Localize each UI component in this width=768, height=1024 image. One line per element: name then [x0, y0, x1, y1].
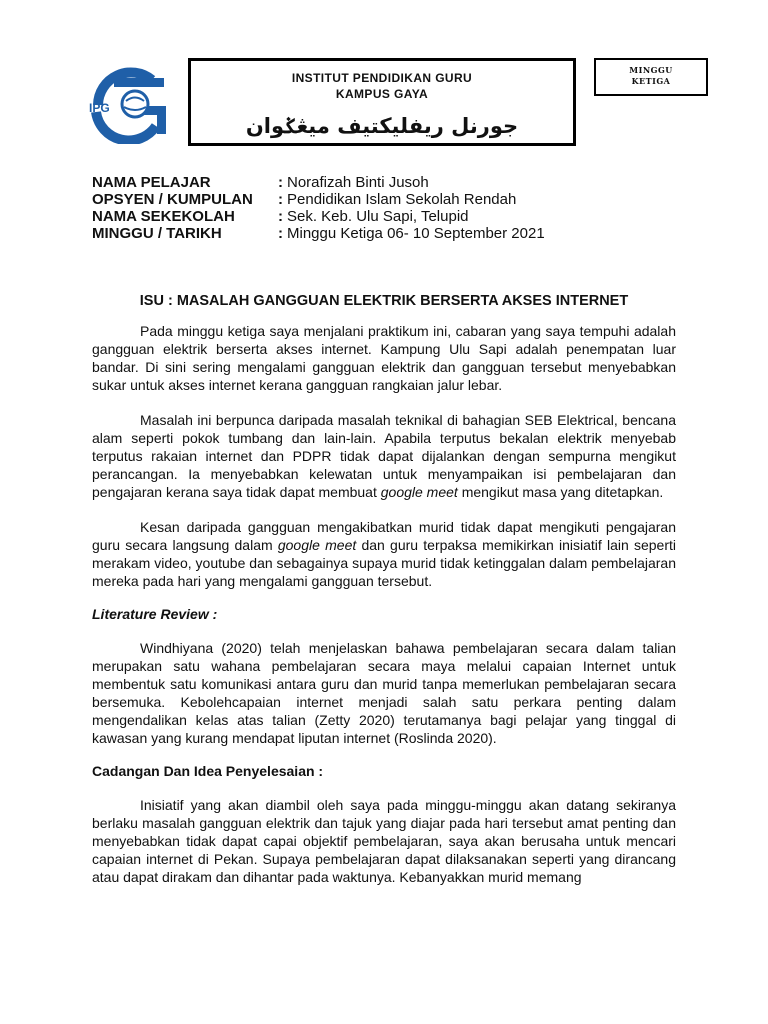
- issue-heading: ISU : MASALAH GANGGUAN ELEKTRIK BERSERTA AKSES INTERNET: [139, 293, 629, 309]
- info-row-week-date: [92, 225, 545, 242]
- info-label: OPSYEN / KUMPULAN: [92, 191, 253, 208]
- paragraph-text: Masalah ini berpunca daripada masalah teknikal di bahagian SEB Elektrical, bencana alam seperti pokok tumbang dan lain-lain. Apabila terputus bekalan elektrik menyebab terputus rakaian internet dan PDPR tidak dapat dijalankan dengan sempurna mengikut perancangan. Ia menyebabkan kelewatan untuk menyampaikan isi pembelajaran dan pengajaran kerana saya tidak dapat membuat: [92, 412, 676, 500]
- week-badge: [594, 58, 708, 96]
- info-colon: :: [278, 225, 283, 242]
- info-row-option-group: [92, 191, 545, 208]
- ipg-logo: [86, 66, 176, 144]
- journal-body: [92, 322, 676, 903]
- paragraph-text: dan guru terpaksa memikirkan inisiatif lain seperti merakam video, youtube dan sebagainya supaya murid tidak ketinggalan dalam pembelajaran mereka pada hari yang mengalami gangguan tersebut.: [92, 537, 676, 589]
- paragraph-challenge: Pada minggu ketiga saya menjalani praktikum ini, cabaran yang saya tempuhi adalah gangguan elektrik berserta akses internet. Kampung Ulu Sapi adalah penempatan luar bandar. Di sini sering mengalami gangguan elektrik dan gangguan tersebut menyebabkan sukar untuk akses internet kerana gangguan rangkaian jalur lebar.: [92, 323, 676, 393]
- week-badge-line2: KETIGA: [631, 76, 671, 86]
- journal-title-box: [188, 58, 576, 146]
- info-value: Norafizah Binti Jusoh: [287, 174, 429, 191]
- paragraph-text: Kesan daripada gangguan mengakibatkan murid tidak dapat mengikuti pengajaran guru secara langsung dalam: [92, 519, 676, 553]
- emphasis-text: google meet: [380, 484, 458, 500]
- info-row-student-name: [92, 174, 545, 191]
- info-colon: :: [278, 191, 283, 208]
- student-info: [92, 174, 545, 242]
- info-row-school-name: [92, 208, 545, 225]
- campus-name: KAMPUS GAYA: [335, 87, 429, 101]
- info-label: NAMA SEKEKOLAH: [92, 208, 235, 225]
- info-colon: :: [278, 208, 283, 225]
- ipg-logo-icon: [86, 66, 176, 144]
- literature-review-heading: Literature Review :: [92, 606, 218, 622]
- info-value: Minggu Ketiga 06- 10 September 2021: [287, 225, 545, 242]
- info-value: Pendidikan Islam Sekolah Rendah: [287, 191, 517, 208]
- week-badge-line1: MINGGU: [629, 65, 673, 75]
- info-label: MINGGU / TARIKH: [92, 225, 222, 242]
- paragraph-cause: [92, 411, 676, 501]
- paragraph-effect: [92, 518, 676, 590]
- institute-name: INSTITUT PENDIDIKAN GURU: [291, 71, 473, 85]
- emphasis-text: google meet: [277, 537, 357, 553]
- logo-text: IPG: [89, 101, 110, 115]
- info-label: NAMA PELAJAR: [92, 174, 211, 191]
- paragraph-solution: Inisiatif yang akan diambil oleh saya pada minggu-minggu akan datang sekiranya berlaku masalah gangguan elektrik dan tajuk yang diajar pada hari tersebut amat penting dan menyebabkan tidak dapat capai objektif pembelajaran, saya akan berusaha untuk mencari capaian internet di Pekan. Supaya pembelajaran dapat dilaksanakan seperti yang dirancang atau dapat dirakam dan dihantar pada waktunya. Kebanyakkan murid memang: [92, 797, 676, 885]
- paragraph-literature: Windhiyana (2020) telah menjelaskan bahawa pembelajaran secara dalam talian merupakan satu wahana pembelajaran secara maya melalui capaian Internet untuk membentuk satu komunikasi antara guru dan murid tanpa memerlukan pembelajaran secara bersemuka. Kebolehcapaian internet menjadi salah satu perkara penting dalam mengendalikan kelas atas talian (Zetty 2020) terutamanya bagi pelajar yang tinggal di kawasan yang kurang mendapat liputan internet (Roslinda 2020).: [92, 640, 676, 746]
- solution-heading: Cadangan Dan Idea Penyelesaian :: [92, 763, 324, 779]
- info-value: Sek. Keb. Ulu Sapi, Telupid: [287, 208, 469, 225]
- info-colon: :: [278, 174, 283, 191]
- paragraph-text: mengikut masa yang ditetapkan.: [457, 484, 664, 500]
- jawi-journal-title: جورنل ريفليکتيف ميڠݢوان: [245, 114, 519, 138]
